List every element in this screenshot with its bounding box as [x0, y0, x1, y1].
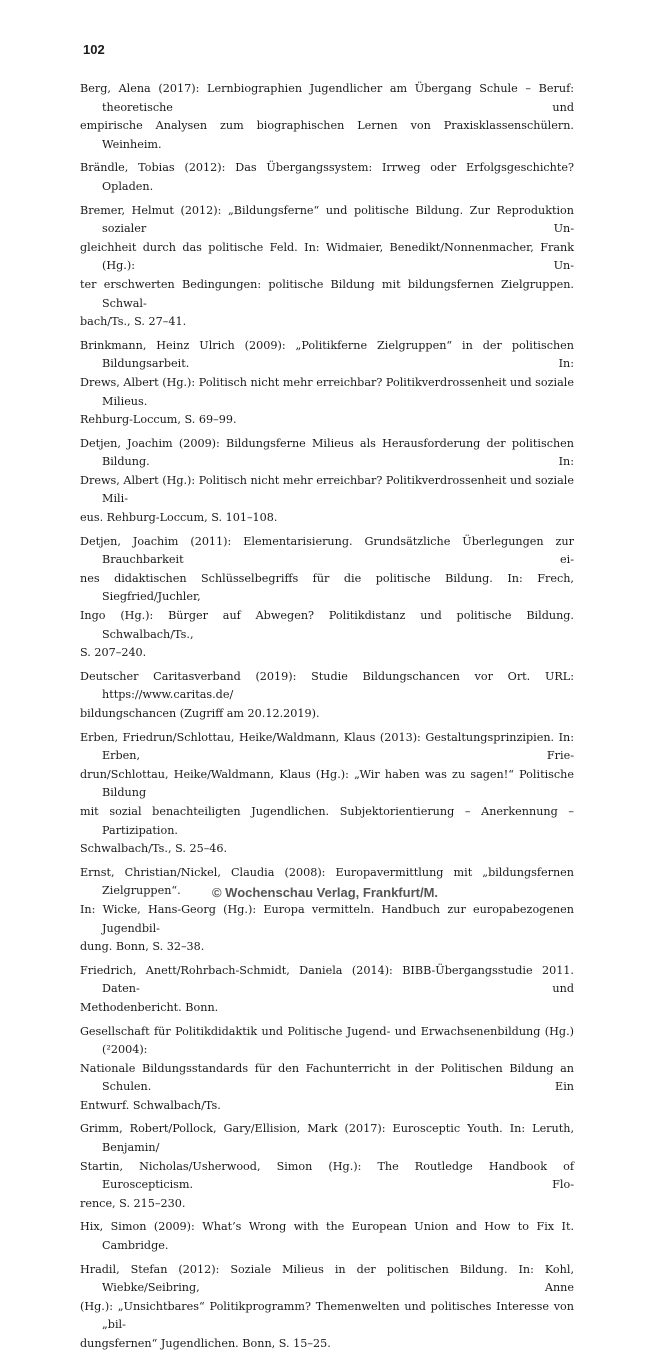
reference-line: Ingo (Hg.): Bürger auf Abwegen? Politikdistanz und politische Bildung. Schwalbach/Ts.,: [80, 609, 574, 641]
reference-entry: [80, 864, 574, 957]
reference-line: Entwurf. Schwalbach/Ts.: [80, 1098, 221, 1112]
reference-line: Hix, Simon (2009): What’s Wrong with the European Union and How to Fix It. Cambridge.: [80, 1220, 574, 1253]
reference-entry: [80, 80, 574, 154]
reference-line: rence, S. 215–230.: [80, 1196, 186, 1210]
reference-line: Detjen, Joachim (2009): Bildungsferne Milieus als Herausforderung der politischen Bildung. In:: [80, 436, 574, 469]
reference-list: [80, 80, 574, 1359]
reference-entry: [80, 962, 574, 1018]
copyright-footer: © Wochenschau Verlag, Frankfurt/M.: [211, 885, 439, 900]
reference-line: Friedrich, Anett/Rohrbach-Schmidt, Daniela (2014): BIBB-Übergangsstudie 2011. Daten- und: [80, 963, 574, 996]
reference-line: bach/Ts., S. 27–41.: [80, 315, 187, 329]
reference-line: dung. Bonn, S. 32–38.: [80, 940, 205, 954]
reference-line: Brinkmann, Heinz Ulrich (2009): „Politikferne Zielgruppen“ in der politischen Bildungsarbeit. In:: [80, 338, 574, 371]
reference-line: Brändle, Tobias (2012): Das Übergangssystem: Irrweg oder Erfolgsgeschichte? Opladen.: [80, 161, 574, 193]
reference-line: Deutscher Caritasverband (2019): Studie Bildungschancen vor Ort. URL: https://www.caritas.de/: [80, 669, 574, 702]
reference-entry: [80, 1023, 574, 1116]
reference-entry: [80, 1261, 574, 1354]
reference-line: Rehburg-Loccum, S. 69–99.: [80, 413, 237, 427]
reference-entry: [80, 435, 574, 528]
reference-line: Ernst, Christian/Nickel, Claudia (2008): Europavermittlung mit „bildungsfernen Zielgruppen“.: [80, 865, 574, 898]
reference-line: Berg, Alena (2017): Lernbiographien Jugendlicher am Übergang Schule – Beruf: theoretische und: [80, 82, 574, 114]
reference-line: bildungschancen (Zugriff am 20.12.2019).: [80, 707, 320, 720]
reference-line: drun/Schlottau, Heike/Waldmann, Klaus (Hg.): „Wir haben was zu sagen!“ Politische Bildung: [80, 767, 574, 800]
reference-entry: [80, 202, 574, 332]
reference-line: nes didaktischen Schlüsselbegriffs für die politische Bildung. In: Frech, Siegfried/Juchler,: [80, 571, 574, 604]
reference-line: empirische Analysen zum biographischen Lernen von Praxisklassenschülern. Weinheim.: [80, 119, 574, 151]
reference-line: Detjen, Joachim (2011): Elementarisierung. Grundsätzliche Überlegungen zur Brauchbarkeit ei-: [80, 534, 574, 567]
reference-line: S. 207–240.: [80, 646, 147, 660]
reference-line: (Hg.): „Unsichtbares“ Politikprogramm? Themenwelten und politisches Interesse von „bil-: [80, 1299, 574, 1332]
reference-line: Drews, Albert (Hg.): Politisch nicht mehr erreichbar? Politikverdrossenheit und soziale Milieus.: [80, 375, 574, 408]
reference-line: Startin, Nicholas/Usherwood, Simon (Hg.): The Routledge Handbook of Euroscepticism. Flo-: [80, 1159, 574, 1192]
reference-line: Grimm, Robert/Pollock, Gary/Ellision, Mark (2017): Eurosceptic Youth. In: Leruth, Benjamin/: [80, 1122, 574, 1155]
reference-line: Methodenbericht. Bonn.: [80, 1000, 219, 1014]
reference-entry: [80, 729, 574, 859]
reference-line: Erben, Friedrun/Schlottau, Heike/Waldmann, Klaus (2013): Gestaltungsprinzipien. In: Erben, Frie-: [80, 730, 574, 763]
page-number: 102: [83, 42, 105, 57]
reference-line: Bremer, Helmut (2012): „Bildungsferne“ und politische Bildung. Zur Reproduktion sozialer Un-: [80, 203, 574, 236]
reference-entry: [80, 1218, 574, 1255]
reference-line: eus. Rehburg-Loccum, S. 101–108.: [80, 511, 278, 525]
reference-line: dungsfernen“ Jugendlichen. Bonn, S. 15–25.: [80, 1337, 331, 1350]
reference-entry: [80, 533, 574, 663]
reference-line: Schwalbach/Ts., S. 25–46.: [80, 842, 228, 856]
reference-line: Nationale Bildungsstandards für den Fachunterricht in der Politischen Bildung an Schulen. Ein: [80, 1061, 574, 1094]
reference-entry: [80, 668, 574, 724]
reference-line: ter erschwerten Bedingungen: politische Bildung mit bildungsfernen Zielgruppen. Schwal-: [80, 277, 574, 310]
reference-line: In: Wicke, Hans-Georg (Hg.): Europa vermitteln. Handbuch zur europabezogenen Jugendbil-: [80, 902, 574, 935]
reference-line: Gesellschaft für Politikdidaktik und Politische Jugend- und Erwachsenenbildung (Hg.) (²2004):: [80, 1024, 574, 1057]
reference-entry: [80, 337, 574, 430]
reference-line: gleichheit durch das politische Feld. In: Widmaier, Benedikt/Nonnenmacher, Frank (Hg.): Un-: [80, 240, 574, 273]
reference-entry: [80, 159, 574, 196]
reference-line: Hradil, Stefan (2012): Soziale Milieus in der politischen Bildung. In: Kohl, Wiebke/Seibring, Anne: [80, 1262, 574, 1295]
reference-entry: [80, 1120, 574, 1213]
reference-line: mit sozial benachteiligten Jugendlichen. Subjektorientierung – Anerkennung – Partizipation.: [80, 804, 574, 837]
reference-line: Drews, Albert (Hg.): Politisch nicht mehr erreichbar? Politikverdrossenheit und soziale Mili-: [80, 473, 574, 506]
